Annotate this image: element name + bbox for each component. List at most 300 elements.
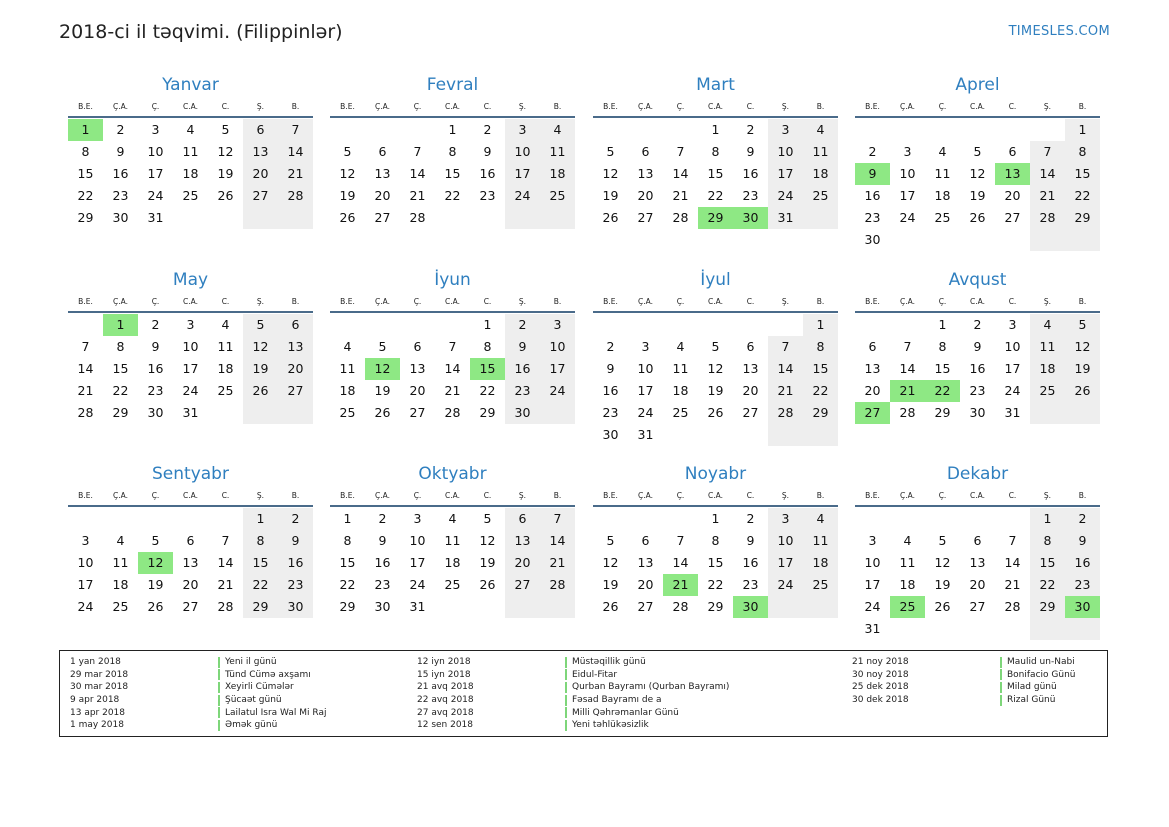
page-title: 2018-ci il təqvimi. (Filippinlər)	[59, 21, 343, 43]
day-cell: 14	[672, 555, 689, 570]
day-cell: 9	[1065, 530, 1100, 552]
week-row	[593, 185, 838, 207]
day-cell: 13	[243, 141, 278, 163]
day-cell: 26	[374, 405, 391, 420]
day-cell: 28	[278, 185, 313, 207]
day-cell: 4	[221, 317, 230, 332]
week-row	[330, 141, 575, 163]
legend-item	[70, 681, 326, 694]
site-link[interactable]: TIMESLES.COM	[1008, 24, 1110, 39]
day-cell: 8	[711, 533, 720, 548]
day-cell: 2	[505, 314, 540, 336]
day-cell: 12	[1065, 336, 1100, 358]
empty-cell	[855, 119, 890, 141]
day-cell: 5	[483, 511, 492, 526]
day-cell: 12	[243, 336, 278, 358]
week-row	[330, 574, 575, 596]
empty-cell	[593, 314, 628, 336]
holiday-name: Milad günü	[1007, 682, 1057, 693]
holiday-date: 15 iyn 2018	[417, 669, 471, 680]
day-cell: 5	[606, 144, 615, 159]
weekday-label: C.	[746, 490, 755, 500]
month-name: Fevral	[426, 75, 479, 95]
day-cell: 14	[540, 530, 575, 552]
day-cell: 11	[112, 555, 129, 570]
day-cell: 1	[1065, 119, 1100, 141]
day-cell: 17	[864, 577, 881, 592]
empty-cell	[1030, 229, 1065, 251]
legend-column	[70, 656, 326, 732]
week-row	[68, 508, 313, 530]
legend-item	[417, 706, 729, 719]
day-cell: 24	[505, 185, 540, 207]
empty-cell	[628, 508, 663, 530]
empty-cell	[540, 596, 575, 618]
header-rule	[330, 505, 575, 507]
weekday-label: Ç.A.	[112, 296, 128, 306]
holiday-date: 22 avq 2018	[417, 695, 474, 706]
day-cell: 23	[742, 188, 759, 203]
day-cell: 28	[768, 402, 803, 424]
day-cell: 29	[803, 402, 838, 424]
empty-cell	[593, 119, 628, 141]
week-row	[855, 119, 1100, 141]
day-cell: 22	[77, 188, 94, 203]
empty-cell	[540, 402, 575, 424]
day-cell: 28	[217, 599, 234, 614]
week-row	[330, 163, 575, 185]
day-cell: 8	[803, 336, 838, 358]
weekday-label: B.E.	[865, 296, 880, 306]
empty-cell	[925, 618, 960, 640]
holiday-name: Rizal Günü	[1007, 695, 1056, 706]
day-cell: 31	[182, 405, 199, 420]
month-block	[855, 73, 1100, 251]
day-cell: 11	[444, 533, 461, 548]
empty-cell	[435, 314, 470, 336]
empty-cell	[803, 596, 838, 618]
day-cell: 6	[641, 144, 650, 159]
week-row	[855, 530, 1100, 552]
holiday-marker	[1000, 682, 1002, 693]
week-row	[68, 402, 313, 424]
holiday-date: 25 dek 2018	[852, 682, 909, 693]
day-cell: 30	[969, 405, 986, 420]
day-cell: 26	[217, 188, 234, 203]
empty-cell	[173, 508, 208, 530]
holiday-name: Maulid un-Nabi	[1007, 657, 1075, 668]
day-cell: 30	[733, 596, 768, 618]
header-rule	[593, 311, 838, 313]
day-cell: 27	[969, 599, 986, 614]
day-cell: 8	[343, 533, 352, 548]
legend-item	[70, 706, 326, 719]
week-row	[330, 207, 575, 229]
day-cell: 23	[374, 577, 391, 592]
day-cell: 2	[483, 122, 492, 137]
day-cell: 3	[151, 122, 160, 137]
day-cell: 24	[147, 188, 164, 203]
day-cell: 29	[339, 599, 356, 614]
day-cell: 7	[768, 336, 803, 358]
weekday-label: B.E.	[865, 490, 880, 500]
header-rule	[593, 116, 838, 118]
weekday-label: Ş.	[518, 296, 527, 306]
day-cell: 18	[217, 361, 234, 376]
day-cell: 19	[602, 188, 619, 203]
day-cell: 30	[1065, 596, 1100, 618]
weekday-header	[68, 488, 313, 502]
day-cell: 1	[448, 122, 457, 137]
month-block	[593, 462, 838, 618]
day-cell: 28	[540, 574, 575, 596]
holiday-date: 21 avq 2018	[417, 682, 474, 693]
day-cell: 5	[606, 533, 615, 548]
day-cell: 15	[77, 166, 94, 181]
day-cell: 19	[479, 555, 496, 570]
weekday-header	[330, 488, 575, 502]
day-cell: 2	[746, 122, 755, 137]
weekday-label: Ş.	[1043, 490, 1052, 500]
day-cell: 20	[505, 552, 540, 574]
weekday-label: C.A.	[182, 490, 198, 500]
weekday-label: B.	[291, 101, 300, 111]
week-row	[855, 596, 1100, 618]
day-cell: 21	[409, 188, 426, 203]
day-cell: 16	[479, 166, 496, 181]
day-cell: 29	[77, 210, 94, 225]
month-block	[68, 462, 313, 618]
holiday-name: Lailatul Isra Wal Mi Raj	[225, 707, 327, 718]
day-cell: 10	[864, 555, 881, 570]
weekday-header	[330, 99, 575, 113]
legend-item	[70, 719, 326, 732]
day-cell: 13	[864, 361, 881, 376]
empty-cell	[330, 314, 365, 336]
day-cell: 16	[742, 166, 759, 181]
header-rule	[68, 505, 313, 507]
day-cell: 18	[934, 188, 951, 203]
empty-cell	[505, 207, 540, 229]
holiday-marker	[565, 707, 567, 718]
day-cell: 18	[540, 163, 575, 185]
empty-cell	[995, 119, 1030, 141]
month-block	[68, 73, 313, 229]
month-name: İyun	[434, 270, 471, 290]
day-cell: 26	[1065, 380, 1100, 402]
holiday-marker	[218, 682, 220, 693]
holiday-date: 30 mar 2018	[70, 682, 129, 693]
empty-cell	[593, 508, 628, 530]
day-cell: 17	[409, 555, 426, 570]
day-cell: 27	[742, 405, 759, 420]
week-row	[855, 314, 1100, 336]
day-cell: 10	[637, 361, 654, 376]
day-cell: 25	[339, 405, 356, 420]
empty-cell	[540, 207, 575, 229]
empty-cell	[208, 508, 243, 530]
day-cell: 26	[707, 405, 724, 420]
week-row	[593, 402, 838, 424]
day-cell: 22	[707, 577, 724, 592]
holiday-name: Yeni təhlükəsizlik	[572, 720, 649, 731]
day-cell: 2	[868, 144, 877, 159]
empty-cell	[628, 314, 663, 336]
weekday-label: C.	[221, 296, 230, 306]
day-cell: 3	[81, 533, 90, 548]
week-row	[855, 185, 1100, 207]
day-cell: 19	[934, 577, 951, 592]
weekday-label: Ç.	[938, 490, 947, 500]
holiday-marker	[218, 669, 220, 680]
empty-cell	[855, 314, 890, 336]
day-cell: 6	[505, 508, 540, 530]
day-cell: 27	[409, 405, 426, 420]
day-cell: 1	[1030, 508, 1065, 530]
day-cell: 30	[278, 596, 313, 618]
day-cell: 18	[112, 577, 129, 592]
day-cell: 27	[505, 574, 540, 596]
day-cell: 24	[540, 380, 575, 402]
month-block	[68, 268, 313, 424]
day-cell: 12	[602, 555, 619, 570]
empty-cell	[278, 207, 313, 229]
day-cell: 20	[864, 383, 881, 398]
month-name: May	[172, 270, 209, 290]
day-cell: 19	[602, 577, 619, 592]
day-cell: 16	[1065, 552, 1100, 574]
day-cell: 4	[938, 144, 947, 159]
month-name: Mart	[696, 75, 735, 95]
day-cell: 12	[365, 358, 400, 380]
day-cell: 22	[112, 383, 129, 398]
week-row	[330, 119, 575, 141]
day-cell: 21	[77, 383, 94, 398]
day-cell: 28	[77, 405, 94, 420]
day-cell: 27	[278, 380, 313, 402]
day-cell: 4	[186, 122, 195, 137]
month-block	[593, 73, 838, 229]
day-cell: 13	[182, 555, 199, 570]
day-cell: 15	[444, 166, 461, 181]
day-cell: 12	[969, 166, 986, 181]
day-cell: 13	[995, 163, 1030, 185]
day-cell: 23	[602, 405, 619, 420]
day-cell: 8	[1030, 530, 1065, 552]
day-cell: 20	[742, 383, 759, 398]
day-cell: 21	[278, 163, 313, 185]
weekday-label: B.	[1078, 490, 1087, 500]
day-cell: 3	[903, 144, 912, 159]
week-row	[593, 574, 838, 596]
empty-cell	[1030, 618, 1065, 640]
day-cell: 2	[973, 317, 982, 332]
day-cell: 10	[409, 533, 426, 548]
weekday-label: B.E.	[78, 490, 93, 500]
day-cell: 3	[1008, 317, 1017, 332]
weekday-label: B.E.	[340, 101, 355, 111]
weekday-header	[855, 294, 1100, 308]
day-cell: 7	[278, 119, 313, 141]
day-cell: 24	[77, 599, 94, 614]
legend-item	[852, 656, 1075, 669]
day-cell: 12	[217, 144, 234, 159]
day-cell: 19	[339, 188, 356, 203]
week-row	[68, 380, 313, 402]
weekday-label: B.	[553, 490, 562, 500]
day-cell: 12	[138, 552, 173, 574]
day-cell: 23	[1065, 574, 1100, 596]
day-cell: 28	[409, 210, 426, 225]
weekday-label: Ç.A.	[899, 490, 915, 500]
weekday-label: B.	[291, 296, 300, 306]
weekday-label: C.A.	[969, 101, 985, 111]
day-cell: 31	[768, 207, 803, 229]
day-cell: 27	[1004, 210, 1021, 225]
day-cell: 4	[448, 511, 457, 526]
holiday-marker	[218, 707, 220, 718]
day-cell: 20	[1004, 188, 1021, 203]
empty-cell	[855, 508, 890, 530]
day-cell: 8	[938, 339, 947, 354]
week-row	[593, 424, 838, 446]
day-cell: 3	[868, 533, 877, 548]
empty-cell	[435, 207, 470, 229]
empty-cell	[68, 508, 103, 530]
weekday-header	[593, 294, 838, 308]
empty-cell	[663, 508, 698, 530]
week-row	[593, 380, 838, 402]
day-cell: 11	[1030, 336, 1065, 358]
day-cell: 15	[112, 361, 129, 376]
weekday-label: C.	[1008, 296, 1017, 306]
empty-cell	[925, 229, 960, 251]
day-cell: 28	[672, 599, 689, 614]
weekday-label: C.A.	[969, 490, 985, 500]
weekday-label: C.A.	[444, 490, 460, 500]
day-cell: 13	[969, 555, 986, 570]
day-cell: 29	[707, 599, 724, 614]
week-row	[593, 596, 838, 618]
day-cell: 29	[479, 405, 496, 420]
day-cell: 24	[864, 599, 881, 614]
weekday-label: Ç.	[151, 490, 160, 500]
day-cell: 6	[973, 533, 982, 548]
day-cell: 15	[339, 555, 356, 570]
weekday-label: B.	[553, 101, 562, 111]
day-cell: 28	[444, 405, 461, 420]
weekday-label: B.E.	[603, 101, 618, 111]
holiday-name: Tünd Cümə axşamı	[225, 669, 311, 680]
day-cell: 25	[444, 577, 461, 592]
week-row	[593, 358, 838, 380]
day-cell: 8	[448, 144, 457, 159]
legend-item	[417, 719, 729, 732]
day-cell: 25	[217, 383, 234, 398]
day-cell: 6	[641, 533, 650, 548]
day-cell: 20	[969, 577, 986, 592]
empty-cell	[628, 119, 663, 141]
weekday-header	[593, 488, 838, 502]
week-row	[330, 530, 575, 552]
day-cell: 4	[803, 119, 838, 141]
day-cell: 14	[77, 361, 94, 376]
day-cell: 25	[112, 599, 129, 614]
day-cell: 22	[803, 380, 838, 402]
day-cell: 14	[409, 166, 426, 181]
weekday-label: Ç.A.	[899, 296, 915, 306]
legend-item	[417, 694, 729, 707]
day-cell: 1	[483, 317, 492, 332]
week-row	[593, 552, 838, 574]
weekday-label: C.	[483, 296, 492, 306]
day-cell: 29	[112, 405, 129, 420]
empty-cell	[663, 119, 698, 141]
day-cell: 7	[1030, 141, 1065, 163]
week-row	[855, 618, 1100, 640]
day-cell: 16	[112, 166, 129, 181]
empty-cell	[733, 424, 768, 446]
legend-item	[852, 694, 1075, 707]
day-cell: 17	[637, 383, 654, 398]
day-cell: 6	[746, 339, 755, 354]
week-row	[855, 358, 1100, 380]
weekday-label: Ç.	[413, 101, 422, 111]
empty-cell	[663, 424, 698, 446]
day-cell: 7	[448, 339, 457, 354]
day-cell: 10	[1004, 339, 1021, 354]
day-cell: 28	[899, 405, 916, 420]
week-row	[330, 314, 575, 336]
weekday-label: B.	[816, 101, 825, 111]
month-name: Yanvar	[162, 75, 219, 95]
weekday-label: Ş.	[256, 101, 265, 111]
weekday-header	[593, 99, 838, 113]
week-row	[68, 336, 313, 358]
holiday-name: Əmək günü	[225, 720, 278, 731]
day-cell: 19	[1065, 358, 1100, 380]
day-cell: 16	[969, 361, 986, 376]
day-cell: 7	[413, 144, 422, 159]
empty-cell	[1030, 119, 1065, 141]
day-cell: 21	[540, 552, 575, 574]
holiday-name: Xeyirli Cümələr	[225, 682, 294, 693]
week-row	[68, 358, 313, 380]
day-cell: 25	[934, 210, 951, 225]
week-row	[855, 552, 1100, 574]
day-cell: 30	[864, 232, 881, 247]
day-cell: 31	[409, 599, 426, 614]
weekday-label: B.	[1078, 296, 1087, 306]
day-cell: 20	[243, 163, 278, 185]
day-cell: 26	[602, 210, 619, 225]
month-block	[855, 462, 1100, 640]
day-cell: 22	[925, 380, 960, 402]
day-cell: 22	[1030, 574, 1065, 596]
legend-column	[417, 656, 729, 732]
header-rule	[855, 116, 1100, 118]
weekday-label: Ç.A.	[899, 101, 915, 111]
holiday-marker	[1000, 657, 1002, 668]
day-cell: 4	[903, 533, 912, 548]
day-cell: 1	[343, 511, 352, 526]
day-cell: 5	[938, 533, 947, 548]
week-row	[593, 141, 838, 163]
empty-cell	[995, 618, 1030, 640]
day-cell: 11	[899, 555, 916, 570]
day-cell: 18	[182, 166, 199, 181]
weekday-label: Ç.	[151, 296, 160, 306]
